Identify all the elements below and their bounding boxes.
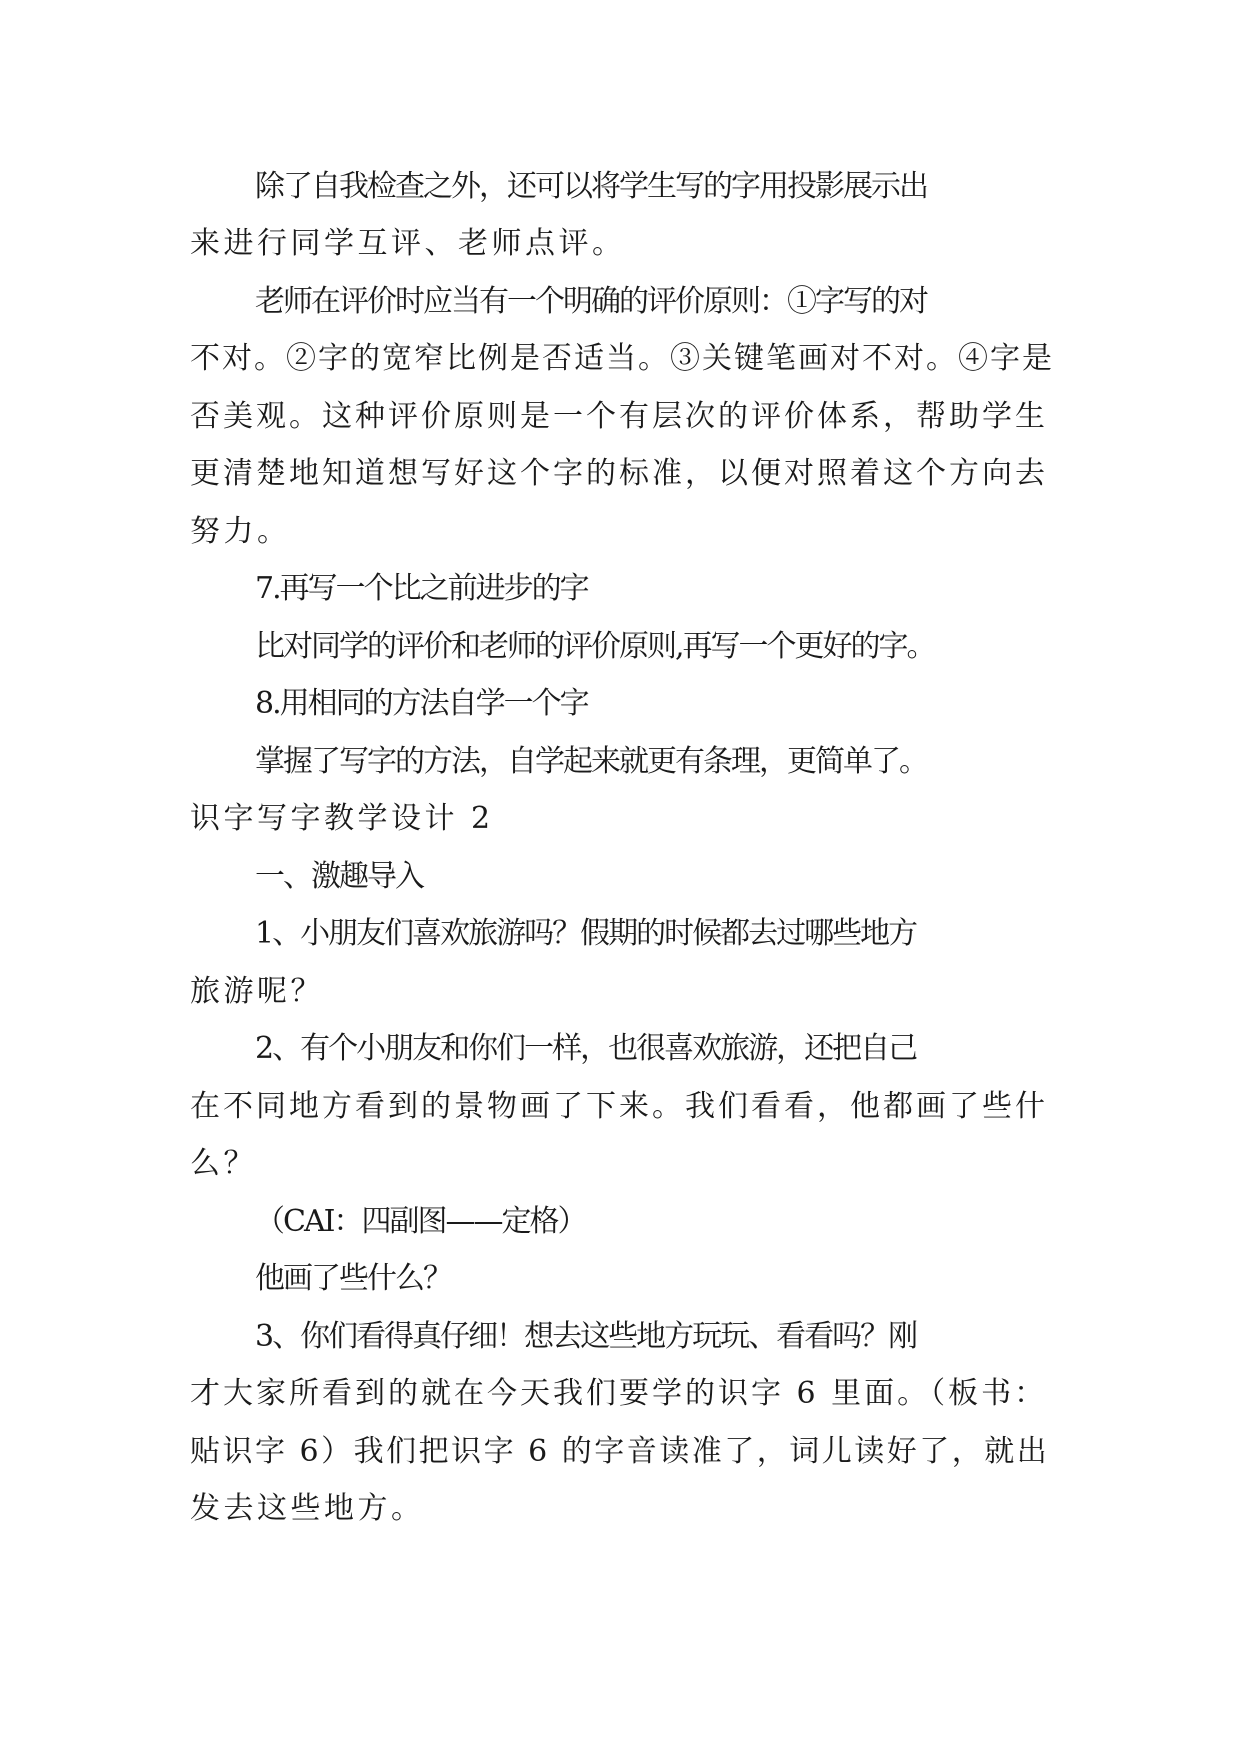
paragraph-line: 老师在评价时应当有一个明确的评价原则：①字写的对 — [255, 284, 927, 319]
paragraph-line: 努力。 — [190, 514, 291, 549]
paragraph-line: 除了自我检查之外，还可以将学生写的字用投影展示出 — [255, 169, 927, 204]
paragraph-line: 贴识字 6）我们把识字 6 的字音读准了，词儿读好了，就出 — [190, 1434, 1050, 1469]
paragraph-line: 比对同学的评价和老师的评价原则,再写一个更好的字。 — [255, 629, 935, 664]
paragraph-line: 才大家所看到的就在今天我们要学的识字 6 里面。（板书： — [190, 1376, 1048, 1411]
paragraph-line: 他画了些什么？ — [255, 1261, 451, 1296]
paragraph-line: 2、有个小朋友和你们一样，也很喜欢旅游，还把自己 — [255, 1031, 917, 1066]
paragraph-line: 更清楚地知道想写好这个字的标准，以便对照着这个方向去 — [190, 456, 1048, 491]
paragraph-line: 在不同地方看到的景物画了下来。我们看看，他都画了些什 — [190, 1089, 1048, 1124]
section-heading: 一、激趣导入 — [255, 859, 423, 894]
paragraph-line: 1、小朋友们喜欢旅游吗？假期的时候都去过哪些地方 — [255, 916, 917, 951]
paragraph-line: 掌握了写字的方法，自学起来就更有条理，更简单了。 — [255, 744, 927, 779]
paragraph-line: 不对。②字的宽窄比例是否适当。③关键笔画对不对。④字是 — [190, 341, 1054, 376]
document-title: 识字写字教学设计 2 — [190, 801, 494, 836]
paragraph-line: 3、你们看得真仔细！想去这些地方玩玩、看看吗？刚 — [255, 1319, 917, 1354]
paragraph-line: 发去这些地方。 — [190, 1491, 425, 1526]
section-heading: 8.用相同的方法自学一个字 — [255, 686, 588, 721]
paragraph-line: （CAI：四副图——定格） — [255, 1204, 586, 1239]
paragraph-line: 旅游呢？ — [190, 974, 324, 1009]
paragraph-line: 否美观。这种评价原则是一个有层次的评价体系，帮助学生 — [190, 399, 1048, 434]
section-heading: 7.再写一个比之前进步的字 — [255, 571, 588, 606]
paragraph-line: 么？ — [190, 1146, 257, 1181]
paragraph-line: 来进行同学互评、老师点评。 — [190, 226, 626, 261]
